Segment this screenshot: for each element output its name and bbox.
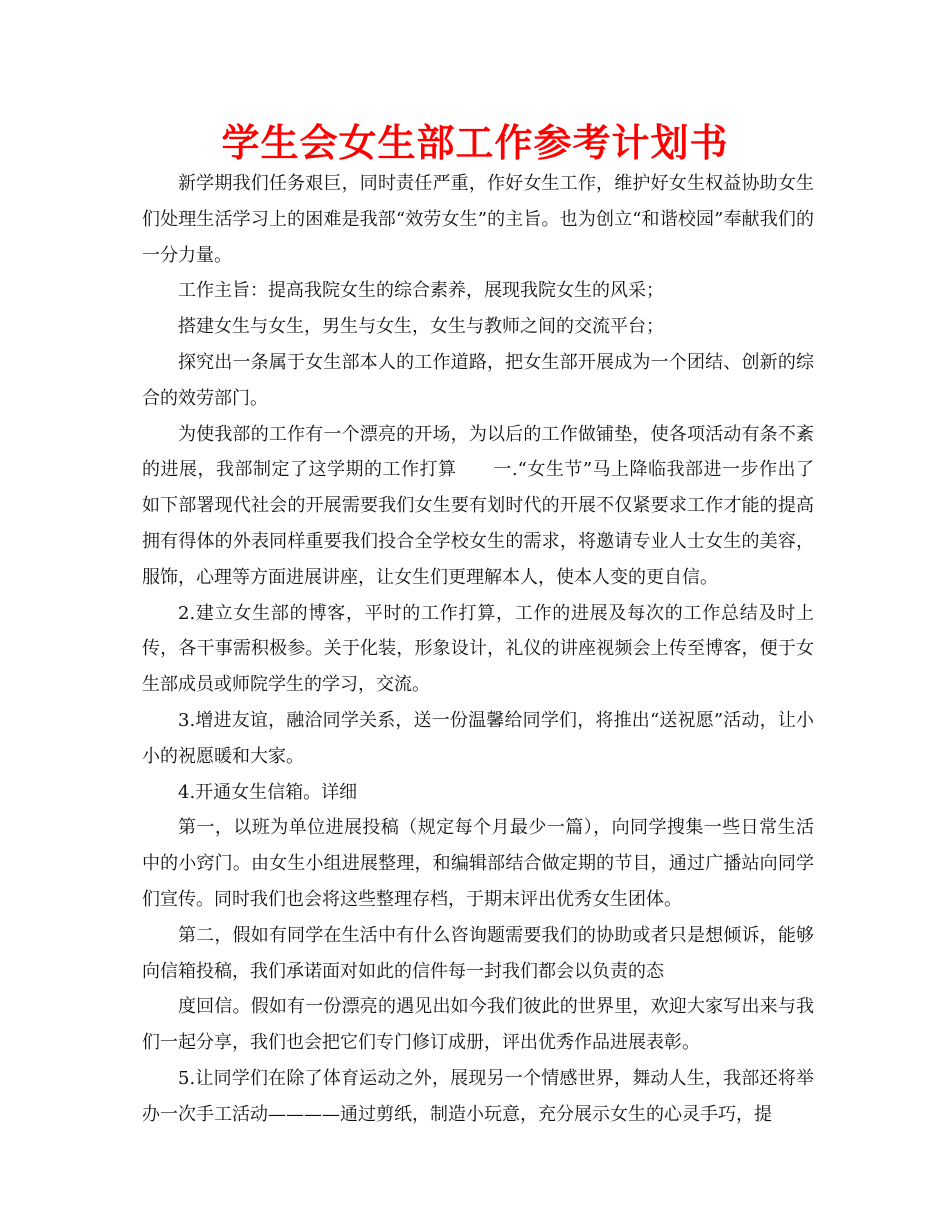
paragraph: 为使我部的工作有一个漂亮的开场，为以后的工作做铺垫，使各项活动有条不紊的进展，我部制定了这学期的工作打算 一.“女生节”马上降临我部进一步作出了如下部署现代社会的开展需要我们女生要有划时代的开展不仅紧要求工作才能的提高拥有得体的外表同样重要我们投合全学校女生的需求，将邀请专业人士女生的美容，服饰，心理等方面进展讲座，让女生们更理解本人，使本人变的更自信。	[142, 423, 814, 588]
paragraph: 工作主旨：提高我院女生的综合素养，展现我院女生的风采；	[178, 280, 664, 302]
paragraph: 第一，以班为单位进展投稿（规定每个月最少一篇），向同学搜集一些日常生活中的小窍门。由女生小组进展整理，和编辑部结合做定期的节目，通过广播站向同学们宣传。同时我们也会将这些整理存档，于期末评出优秀女生团体。	[142, 817, 814, 910]
document-body	[142, 166, 814, 1133]
paragraph: 3.增进友谊，融洽同学关系，送一份温馨给同学们，将推出“送祝愿”活动，让小小的祝愿暖和大家。	[142, 709, 814, 767]
paragraph: 4.开通女生信箱。详细	[178, 781, 358, 803]
paragraph: 5.让同学们在除了体育运动之外，展现另一个情感世界，舞动人生，我部还将举办一次手工活动————通过剪纸，制造小玩意，充分展示女生的心灵手巧，提	[142, 1067, 814, 1125]
paragraph: 度回信。假如有一份漂亮的遇见出如今我们彼此的世界里，欢迎大家写出来与我们一起分享，我们也会把它们专门修订成册，评出优秀作品进展表彰。	[142, 996, 814, 1054]
paragraph: 2.建立女生部的博客，平时的工作打算，工作的进展及每次的工作总结及时上传，各干事需积极参。关于化装，形象设计，礼仪的讲座视频会上传至博客，便于女生部成员或师院学生的学习，交流。	[142, 602, 814, 696]
paragraph: 第二，假如有同学在生活中有什么咨询题需要我们的协助或者只是想倾诉，能够向信箱投稿，我们承诺面对如此的信件每一封我们都会以负责的态	[142, 924, 814, 982]
paragraph: 搭建女生与女生，男生与女生，女生与教师之间的交流平台；	[178, 316, 664, 338]
document-title: 学生会女生部工作参考计划书	[221, 121, 729, 165]
paragraph: 探究出一条属于女生部本人的工作道路，把女生部开展成为一个团结、创新的综合的效劳部门。	[142, 351, 814, 409]
paragraph: 新学期我们任务艰巨，同时责任严重，作好女生工作，维护好女生权益协助女生们处理生活学习上的困难是我部“效劳女生”的主旨。也为创立“和谐校园”奉献我们的一分力量。	[142, 173, 814, 266]
